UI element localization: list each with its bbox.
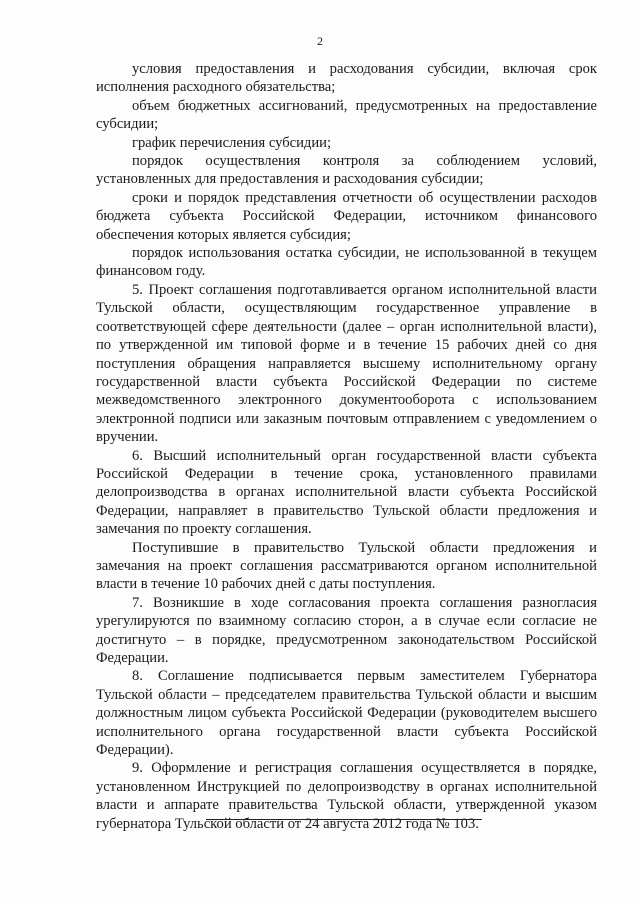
document-body xyxy=(96,60,597,833)
paragraph-control-procedure: порядок осуществления контроля за соблюдением условий, установленных для предоставления и расходования субсидии; xyxy=(96,153,597,188)
paragraph-transfer-schedule: график перечисления субсидии; xyxy=(132,134,332,151)
paragraph-budget-allocations: объем бюджетных ассигнований, предусмотренных на предоставление субсидии; xyxy=(96,97,597,133)
paragraph-subsidy-conditions: условия предоставления и расходования субсидии, включая срок исполнения расходного обязательства; xyxy=(96,61,597,96)
paragraph-item-5: 5. Проект соглашения подготавливается органом исполнительной власти Тульской области, осуществляющим государственное управление в соответствующей сфере деятельности (далее – орган исполнительной власти), по утвержденной им типовой форме и в течение 15 рабочих дней со дня поступления обращения направляется высшему исполнительному органу государственной власти субъекта Российской Федерации по системе межведомственного электронного документооборота с использованием электронной подписи или заказным почтовым отправлением с уведомлением о вручении. xyxy=(96,281,597,446)
paragraph-item-9: 9. Оформление и регистрация соглашения осуществляется в порядке, установленном Инструкцией по делопроизводству в органах исполнительной власти и аппарате правительства Тульской области, утвержденной указом губернатора Тульской области от 24 августа 2012 года № 103. xyxy=(96,760,597,832)
page-number: 2 xyxy=(317,34,323,48)
end-divider xyxy=(206,819,482,820)
paragraph-proposals-review: Поступившие в правительство Тульской области предложения и замечания на проект соглашения рассматриваются органом исполнительной власти в течение 10 рабочих дней с даты поступления. xyxy=(96,539,597,593)
paragraph-item-7: 7. Возникшие в ходе согласования проекта соглашения разногласия урегулируются по взаимному согласию сторон, а в случае если согласие не достигнуто – в порядке, предусмотренном законодательством Российской Федерации. xyxy=(96,594,597,666)
paragraph-item-6: 6. Высший исполнительный орган государственной власти субъекта Российской Федерации в течение срока, установленного правилами делопроизводства в органах исполнительной власти субъекта Российской Федерации, направляет в правительство Тульской области предложения и замечания по проекту соглашения. xyxy=(96,447,597,538)
paragraph-remaining-balance: порядок использования остатка субсидии, не использованной в текущем финансовом году. xyxy=(96,245,597,280)
paragraph-item-8: 8. Соглашение подписывается первым заместителем Губернатора Тульской области – председателем правительства Тульской области и высшим должностным лицом субъекта Российской Федерации (руководителем высшего исполнительного органа государственной власти субъекта Российской Федерации). xyxy=(96,668,597,759)
paragraph-reporting-terms: сроки и порядок представления отчетности об осуществлении расходов бюджета субъекта Российской Федерации, источником финансового обеспечения которых является субсидия; xyxy=(96,189,597,243)
